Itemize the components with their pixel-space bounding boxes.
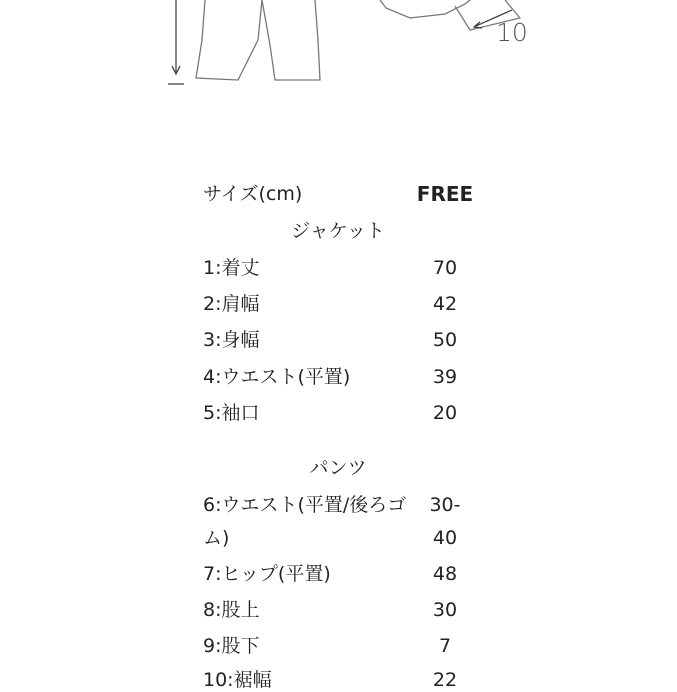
pants-row-value: 22	[432, 669, 458, 691]
pants-row-value: 40	[432, 527, 458, 549]
pants-row-value: 7	[438, 635, 452, 657]
pants-row-label: 10:裾幅	[203, 669, 272, 691]
pants-row-label: 8:股上	[203, 599, 260, 621]
pants-row-label: 6:ウエスト(平置/後ろゴ	[203, 494, 407, 516]
jacket-row-label: 4:ウエスト(平置)	[203, 366, 351, 388]
jacket-section-title: ジャケット	[291, 220, 385, 242]
jacket-row-value: 50	[432, 329, 458, 351]
jacket-row-label: 1:着丈	[203, 257, 260, 279]
jacket-row-label: 3:身幅	[203, 329, 260, 351]
jacket-row-label: 5:袖口	[203, 402, 260, 424]
pants-row-label: 7:ヒップ(平置)	[203, 563, 331, 585]
pants-row-label: 9:股下	[203, 635, 260, 657]
pants-section-title: パンツ	[309, 457, 367, 479]
pants-row-label: ム)	[203, 527, 230, 549]
jacket-row-label: 2:肩幅	[203, 293, 260, 315]
pants-row-value: 48	[432, 563, 458, 585]
jacket-row-value: 42	[432, 293, 458, 315]
pants-row-value: 30	[432, 599, 458, 621]
jacket-row-value: 20	[432, 402, 458, 424]
jacket-row-value: 70	[432, 257, 458, 279]
free-header: FREE	[416, 182, 474, 206]
dimension-label: 10	[496, 18, 528, 47]
size-header: サイズ(cm)	[203, 183, 303, 205]
jacket-row-value: 39	[432, 366, 458, 388]
pants-row-value: 30-	[429, 494, 461, 516]
